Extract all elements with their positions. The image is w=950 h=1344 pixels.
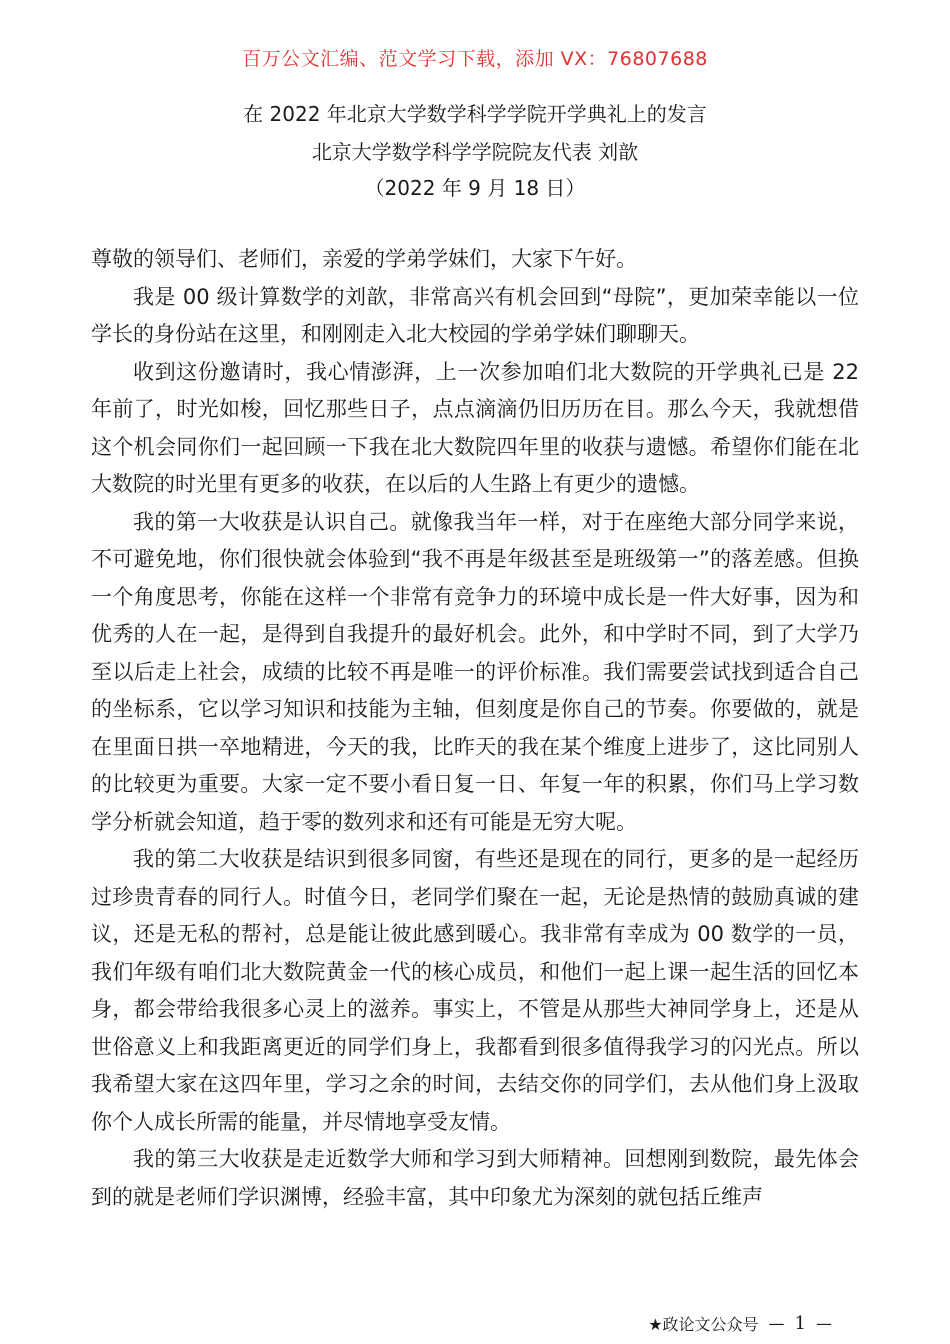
page-number: 1 xyxy=(794,1313,806,1334)
greeting-paragraph: 尊敬的领导们、老师们，亲爱的学弟学妹们，大家下午好。 xyxy=(91,247,637,271)
body-paragraph: 我的第一大收获是认识自己。就像我当年一样，对于在座绝大部分同学来说，不可避免地，你们很快就会体验到“我不再是年级甚至是班级第一”的落差感。但换一个角度思考，你能在这样一个非常有竞争力的环境中成长是一件大好事，因为和优秀的人在一起，是得到自我提升的最好机会。此外，和中学时不同，到了大学乃至以后走上社会，成绩的比较不再是唯一的评价标准。我们需要尝试找到适合自己的坐标系，它以学习知识和技能为主轴，但刻度是你自己的节奏。你要做的，就是在里面日拱一卒地精进，今天的我，比昨天的我在某个维度上进步了，这比同别人的比较更为重要。大家一定不要小看日复一日、年复一年的积累，你们马上学习数学分析就会知道，趋于零的数列求和还有可能是无穷大呢。 xyxy=(91,509,859,834)
footer-source: ★政论文公众号 xyxy=(648,1315,759,1334)
body-paragraph: 我的第二大收获是结识到很多同窗，有些还是现在的同行，更多的是一起经历过珍贵青春的同行人。时值今日，老同学们聚在一起，无论是热情的鼓励真诚的建议，还是无私的帮衬，总是能让彼此感到暖心。我非常有幸成为 00 数学的一员，我们年级有咱们北大数院黄金一代的核心成员，和他们一起上课一起生活的回忆本身，都会带给我很多心灵上的滋养。事实上，不管是从那些大神同学身上，还是从世俗意义上和我距离更近的同学们身上，我都看到很多值得我学习的闪光点。所以我希望大家在这四年里，学习之余的时间，去结交你的同学们，去从他们身上汲取你个人成长所需的能量，并尽情地享受友情。 xyxy=(91,847,859,1134)
footer-dash-right: — xyxy=(816,1314,832,1333)
body-paragraph: 收到这份邀请时，我心情澎湃，上一次参加咱们北大数院的开学典礼已是 22 年前了，时光如梭，回忆那些日子，点点滴滴仍旧历历在目。那么今天，我就想借这个机会同你们一起回顾一下我在北大数院四年里的收获与遗憾。希望你们能在北大数院的时光里有更多的收获，在以后的人生路上有更少的遗憾。 xyxy=(91,359,859,496)
footer-dash-left: — xyxy=(768,1314,785,1333)
watermark-banner: 百万公文汇编、范文学习下载，添加 VX：76807688 xyxy=(242,48,708,70)
body-paragraph: 我的第三大收获是走近数学大师和学习到大师精神。回想刚到数院，最先体会到的就是老师们学识渊博，经验丰富，其中印象尤为深刻的就包括丘维声 xyxy=(91,1147,859,1209)
body-paragraph: 我是 00 级计算数学的刘歆，非常高兴有机会回到“母院”，更加荣幸能以一位学长的身份站在这里，和刚刚走入北大校园的学弟学妹们聊聊天。 xyxy=(91,284,859,346)
document-title: 在 2022 年北京大学数学科学学院开学典礼上的发言 xyxy=(243,102,707,126)
date-line: （2022 年 9 月 18 日） xyxy=(364,176,586,200)
speaker-line: 北京大学数学科学学院院友代表 刘歆 xyxy=(311,140,639,164)
page-footer xyxy=(648,1312,832,1335)
document-body xyxy=(91,241,859,1216)
